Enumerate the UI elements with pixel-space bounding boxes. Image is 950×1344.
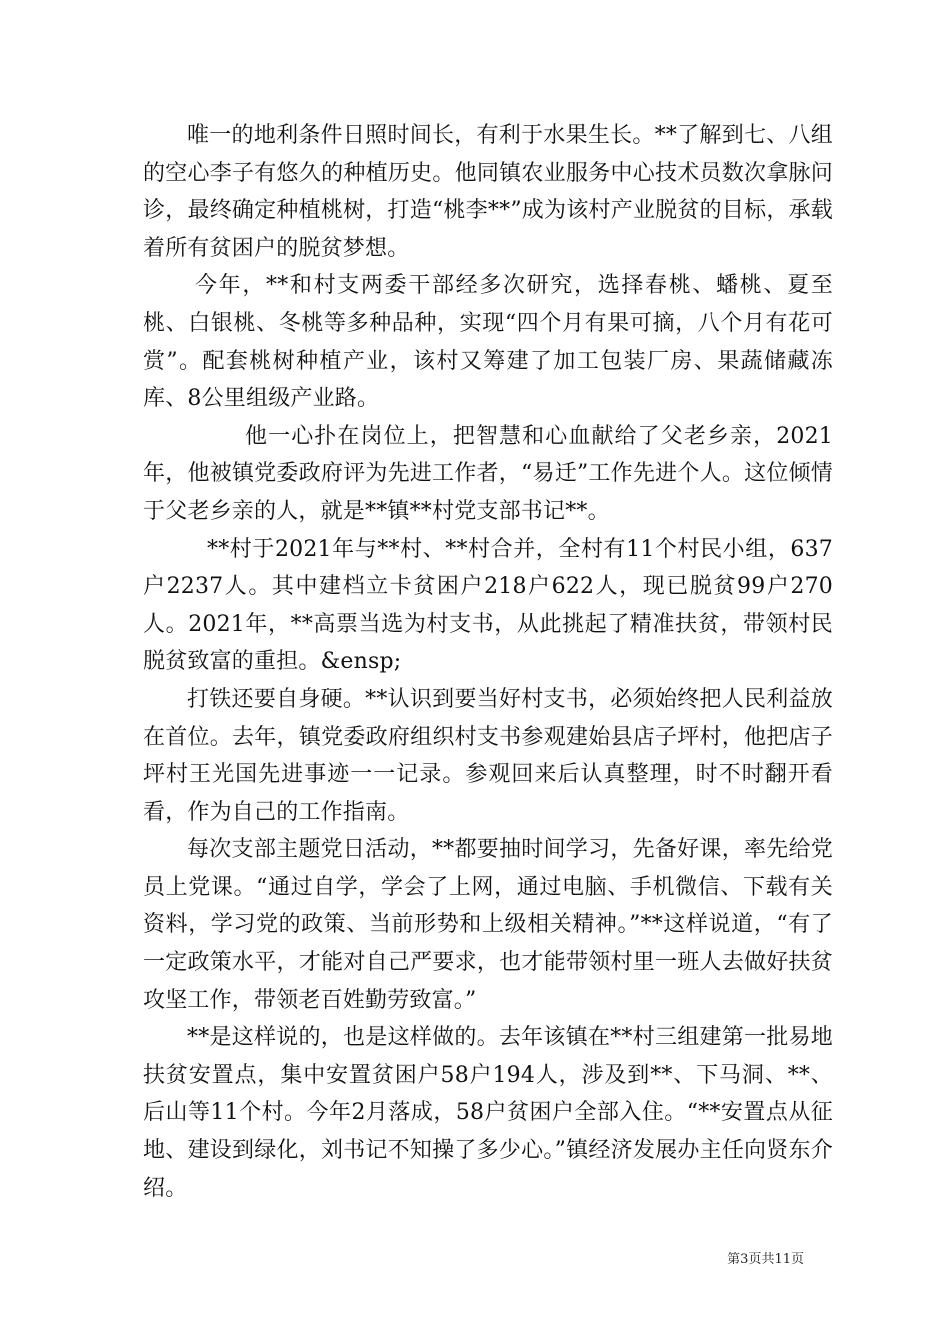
document-body <box>143 117 833 1207</box>
paragraph-7: **是这样说的，也是这样做的。去年该镇在**村三组建第一批易地扶贫安置点，集中安置贫困户58户194人，涉及到**、下马洞、**、后山等11个村。今年2月落成，58户贫困户全部入住。“**安置点从征地、建设到绿化，刘书记不知操了多少心。”镇经济发展办主任向贤东介绍。 <box>143 1025 833 1201</box>
paragraph-5: 打铁还要自身硬。**认识到要当好村支书，必须始终把人民利益放在首位。去年，镇党委政府组织村支书参观建始县店子坪村，他把店子坪村王光国先进事迹一一记录。参观回来后认真整理，时不时翻开看看，作为自己的工作指南。 <box>143 686 833 825</box>
page-footer: 第3页共11页 <box>727 1252 804 1267</box>
paragraph-2: 今年，**和村支两委干部经多次研究，选择春桃、蟠桃、夏至桃、白银桃、冬桃等多种品种，实现“四个月有果可摘，八个月有花可赏”。配套桃树种植产业，该村又筹建了加工包装厂房、果蔬储藏冻库、8公里组级产业路。 <box>143 273 833 412</box>
paragraph-4: **村于2021年与**村、**村合并，全村有11个村民小组，637户2237人。其中建档立卡贫困户218户622人，现已脱贫99户270人。2021年，**高票当选为村支书，从此挑起了精准扶贫，带领村民脱贫致富的重担。&ensp; <box>143 536 833 675</box>
paragraph-3: 他一心扑在岗位上，把智慧和心血献给了父老乡亲，2021年，他被镇党委政府评为先进工作者，“易迁”工作先进个人。这位倾情于父老乡亲的人，就是**镇**村党支部书记**。 <box>143 423 833 524</box>
paragraph-1: 唯一的地利条件日照时间长，有利于水果生长。**了解到七、八组的空心李子有悠久的种植历史。他同镇农业服务中心技术员数次拿脉问诊，最终确定种植桃树，打造“桃李**”成为该村产业脱贫的目标，承载着所有贫困户的脱贫梦想。 <box>143 123 833 261</box>
paragraph-6: 每次支部主题党日活动，**都要抽时间学习，先备好课，率先给党员上党课。“通过自学，学会了上网，通过电脑、手机微信、下载有关资料，学习党的政策、当前形势和上级相关精神。”**这样说道，“有了一定政策水平，才能对自己严要求，也才能带领村里一班人去做好扶贫攻坚工作，带领老百姓勤劳致富。” <box>143 837 833 1013</box>
